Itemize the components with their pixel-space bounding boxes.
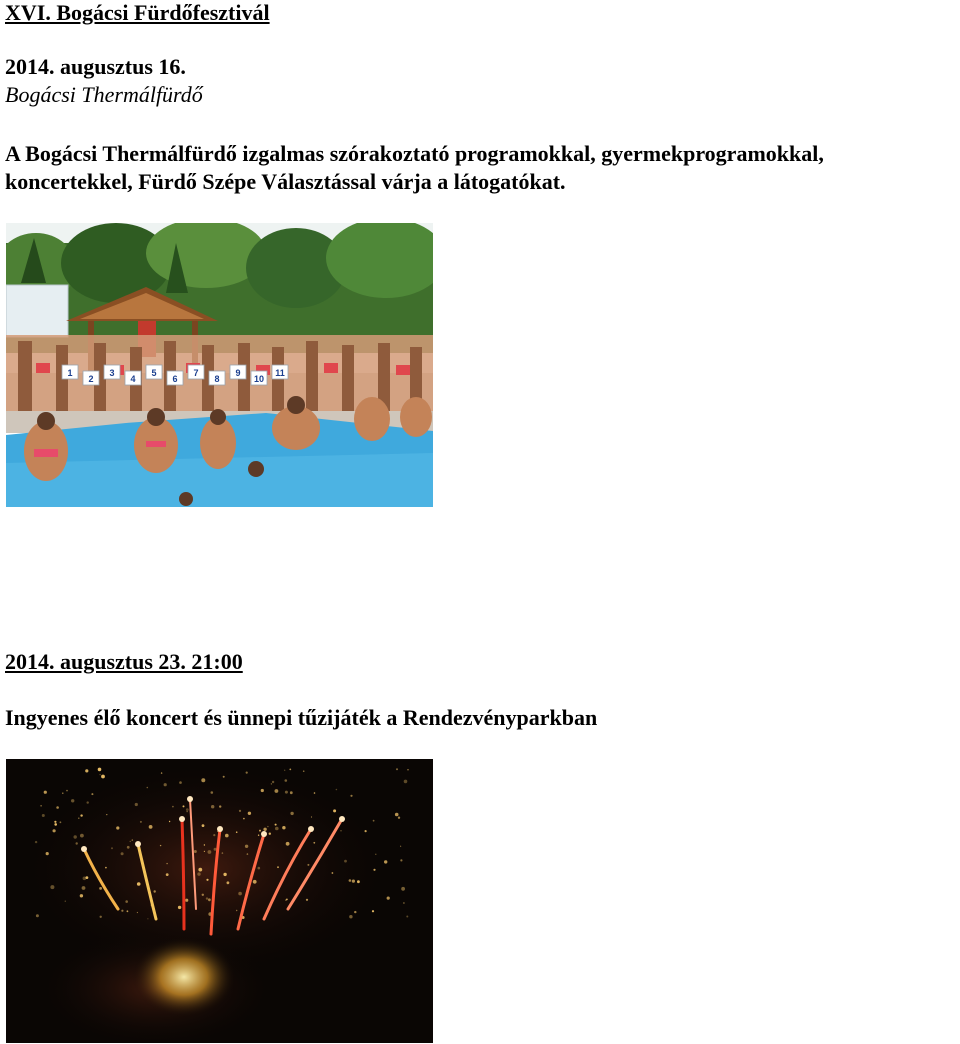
event-description-line: A Bogácsi Thermálfürdő izgalmas szórakoztató programokkal, gyermekprogramokkal, <box>5 141 824 166</box>
event-date[interactable]: 2014. augusztus 23. 21:00 <box>5 649 243 674</box>
pool-contest-photo <box>6 223 433 507</box>
contestant-number: 11 <box>275 368 285 378</box>
contestant-number: 2 <box>88 374 94 384</box>
contestant-number: 9 <box>235 368 241 378</box>
contestant-number: 10 <box>253 374 265 384</box>
contestant-number: 3 <box>109 368 115 378</box>
fireworks-photo <box>6 759 433 1043</box>
contestant-number: 5 <box>151 368 157 378</box>
event-description-line: koncertekkel, Fürdő Szépe Választással várja a látogatókat. <box>5 169 566 194</box>
contestant-number: 6 <box>172 374 178 384</box>
contestant-number: 4 <box>130 374 136 384</box>
contestant-number: 7 <box>193 368 199 378</box>
contestant-number: 8 <box>214 374 220 384</box>
event-venue: Bogácsi Thermálfürdő <box>5 82 203 107</box>
page-title[interactable]: XVI. Bogácsi Fürdőfesztivál <box>5 0 270 25</box>
event-description-line: Ingyenes élő koncert és ünnepi tűzijáték a Rendezvényparkban <box>5 705 598 730</box>
event-date: 2014. augusztus 16. <box>5 54 186 79</box>
contestant-number: 1 <box>67 368 73 378</box>
